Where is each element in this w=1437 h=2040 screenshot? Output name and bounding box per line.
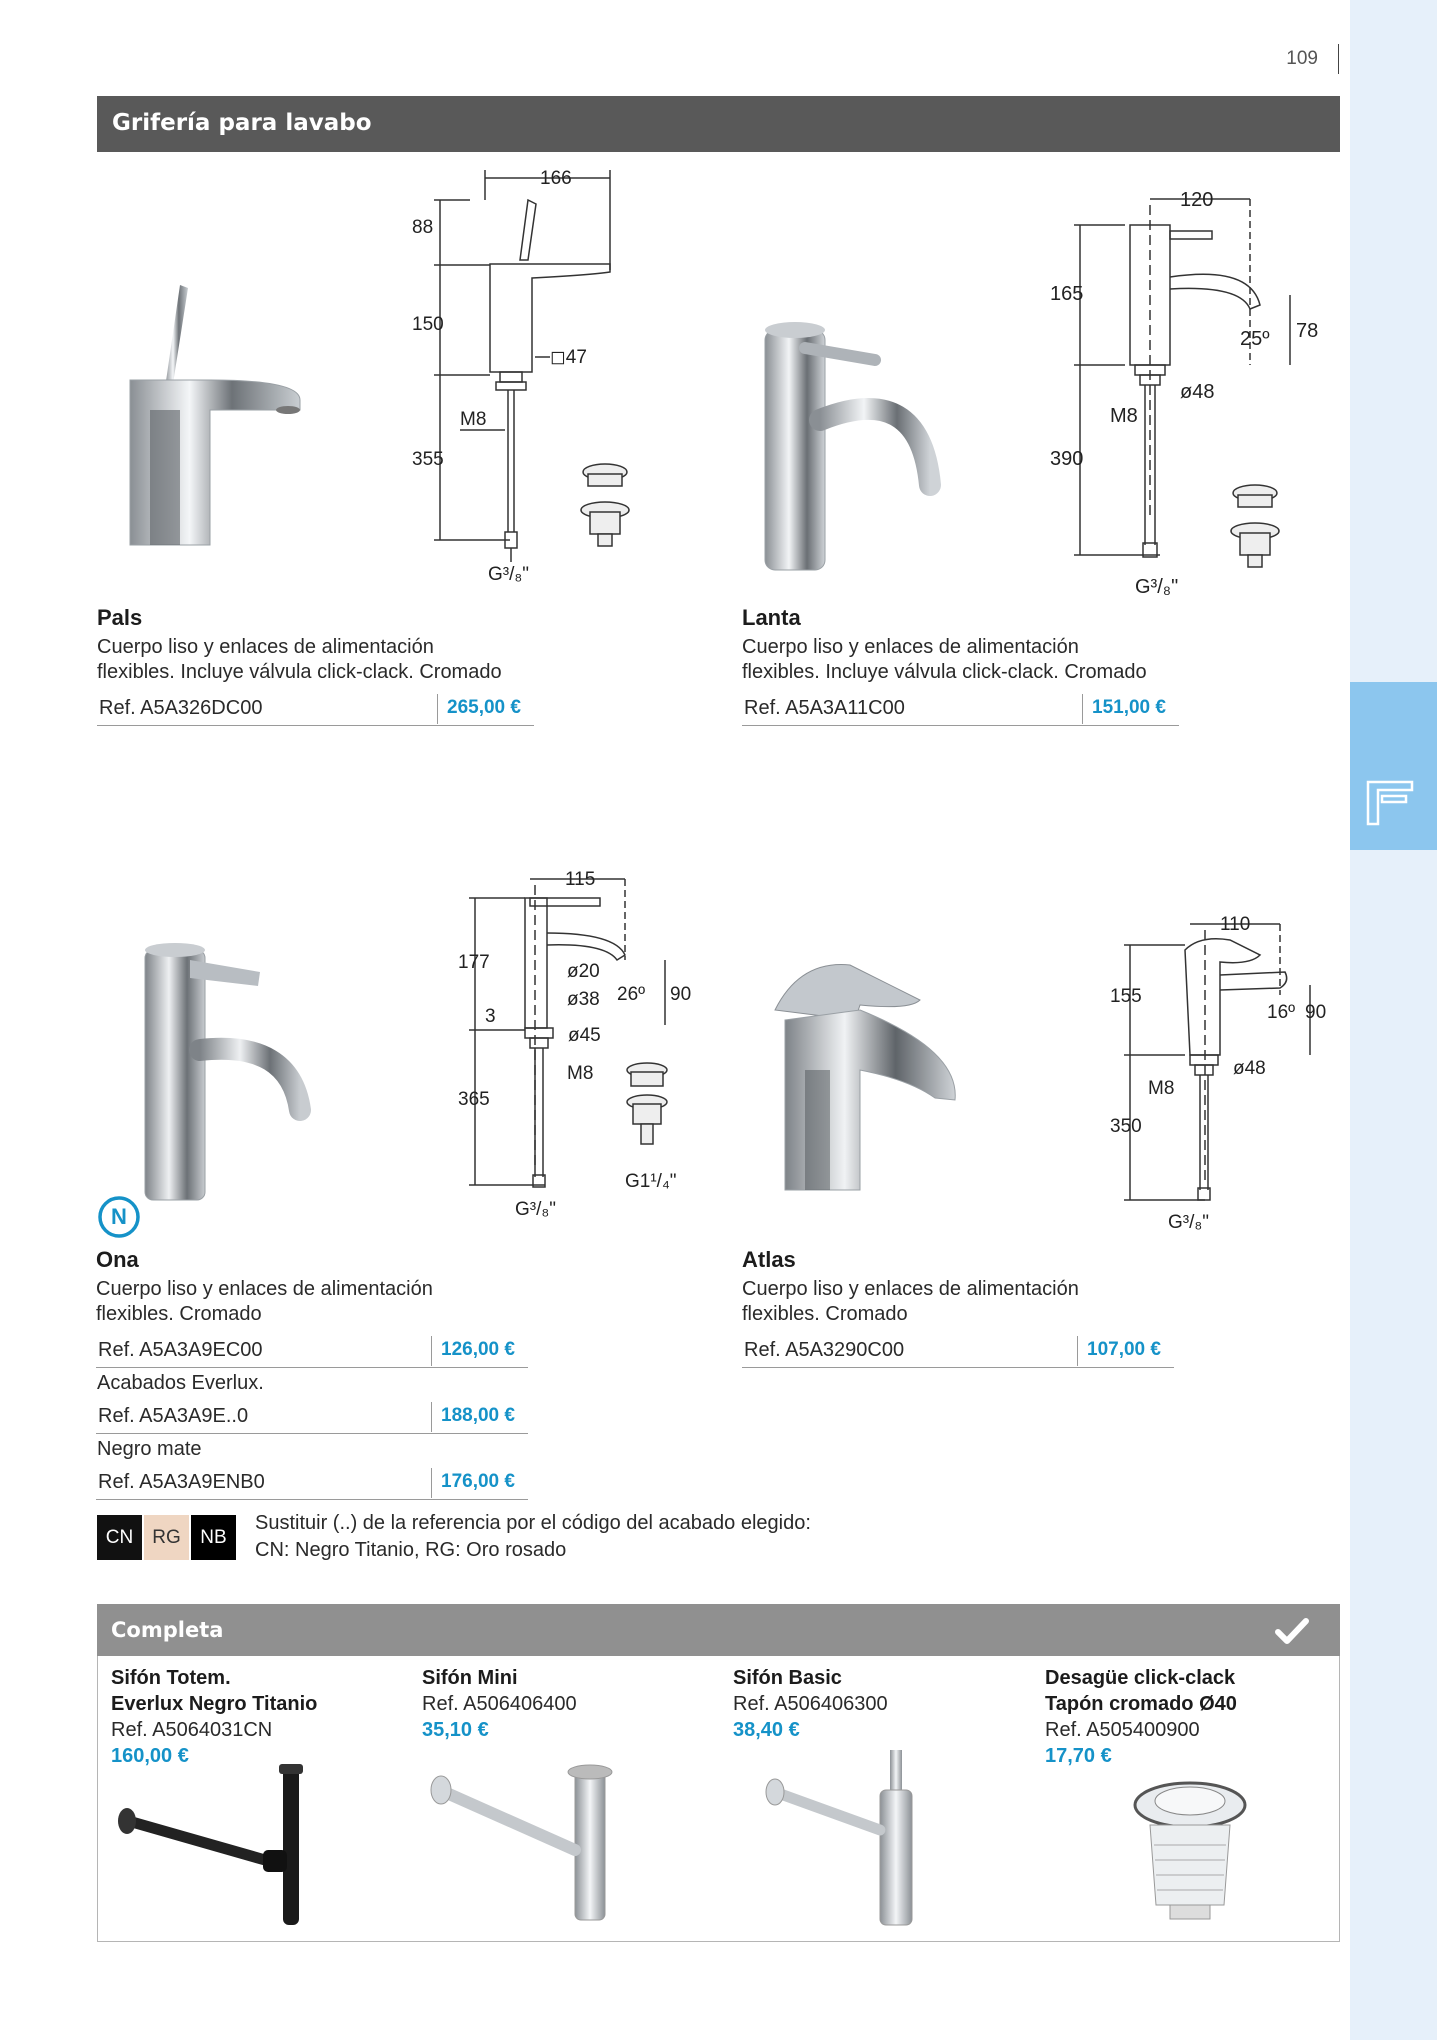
ref-code: Ref. A5A3A9EC00 bbox=[98, 1339, 263, 1361]
accessory-price-totem: 160,00 € bbox=[111, 1745, 189, 1767]
ref-price: 126,00 € bbox=[441, 1339, 515, 1360]
accessory-name-drain-2: Tapón cromado Ø40 bbox=[1045, 1693, 1237, 1715]
checkmark-icon bbox=[1275, 1617, 1309, 1645]
lanta-dim-conn: G³/₈" bbox=[1135, 576, 1179, 598]
ona-dim-angle: 26º bbox=[617, 984, 646, 1005]
product-name-lanta: Lanta bbox=[742, 605, 801, 630]
lanta-diagram bbox=[1050, 185, 1330, 605]
product-name-pals: Pals bbox=[97, 605, 143, 630]
product-name-atlas: Atlas bbox=[742, 1247, 796, 1272]
atlas-photo bbox=[760, 950, 990, 1200]
accessory-price-basic: 38,40 € bbox=[733, 1719, 800, 1741]
chapter-tab[interactable] bbox=[1350, 682, 1437, 850]
accessory-name-drain-1: Desagüe click-clack bbox=[1045, 1667, 1236, 1689]
ref-price: 107,00 € bbox=[1087, 1339, 1161, 1360]
ona-dim-drain: G1¹/₄" bbox=[625, 1171, 677, 1192]
lanta-dim-spout: 78 bbox=[1296, 320, 1319, 342]
pals-dim-thread: M8 bbox=[460, 409, 487, 430]
ref-code: Ref. A5A3A9E..0 bbox=[98, 1405, 249, 1427]
ref-price: 265,00 € bbox=[447, 697, 521, 718]
ref-code: Ref. A5A3A11C00 bbox=[744, 697, 905, 719]
accessory-ref-mini: Ref. A506406400 bbox=[422, 1693, 577, 1715]
finish-note-2: CN: Negro Titanio, RG: Oro rosado bbox=[255, 1539, 567, 1561]
ona-diagram bbox=[455, 865, 705, 1225]
pals-dim-body: 150 bbox=[412, 314, 444, 335]
ona-dim-hose: 365 bbox=[458, 1089, 490, 1110]
accessory-price-mini: 35,10 € bbox=[422, 1719, 489, 1741]
accessory-name-totem-1: Sifón Totem. bbox=[111, 1667, 231, 1689]
faucet-icon bbox=[1350, 682, 1437, 850]
ref-code: Ref. A5A3A9ENB0 bbox=[98, 1471, 265, 1493]
ref-row-ona-1 bbox=[96, 1334, 528, 1368]
ref-row-ona-3 bbox=[96, 1466, 528, 1500]
lanta-photo bbox=[750, 300, 950, 580]
ref-code: Ref. A5A3290C00 bbox=[744, 1339, 905, 1361]
ona-dim-base: ø45 bbox=[568, 1025, 601, 1046]
lanta-dim-angle: 25º bbox=[1240, 328, 1270, 350]
ref-code: Ref. A5A326DC00 bbox=[99, 697, 263, 719]
product-desc-ona-2: flexibles. Cromado bbox=[96, 1303, 262, 1325]
pals-dim-hose: 355 bbox=[412, 449, 444, 470]
lanta-dim-height: 165 bbox=[1050, 283, 1084, 305]
drain-valve-icon bbox=[627, 1063, 667, 1144]
product-desc-lanta-1: Cuerpo liso y enlaces de alimentación bbox=[742, 636, 1079, 658]
ona-dim-thread: M8 bbox=[567, 1063, 594, 1084]
ref-row-atlas bbox=[742, 1334, 1174, 1368]
ona-dim-width: 115 bbox=[565, 869, 596, 890]
new-badge-label: N bbox=[111, 1204, 127, 1229]
product-desc-ona-1: Cuerpo liso y enlaces de alimentación bbox=[96, 1278, 433, 1300]
atlas-dim-thread: M8 bbox=[1148, 1078, 1175, 1099]
ref-row-pals bbox=[97, 692, 534, 726]
section-title: Grifería para lavabo bbox=[112, 110, 372, 136]
finish-label-everlux: Acabados Everlux. bbox=[97, 1372, 264, 1394]
pals-dim-base: ◻47 bbox=[550, 347, 587, 368]
ref-price: 188,00 € bbox=[441, 1405, 515, 1426]
page-number-divider bbox=[1338, 44, 1339, 74]
pals-dim-conn: G³/₈" bbox=[488, 564, 530, 585]
atlas-dim-width: 110 bbox=[1220, 914, 1251, 935]
atlas-dim-height: 155 bbox=[1110, 986, 1142, 1007]
atlas-dim-spout: 90 bbox=[1305, 1002, 1327, 1023]
ona-dim-gap: 3 bbox=[485, 1006, 496, 1027]
siphon-mini-image bbox=[425, 1750, 635, 1930]
lanta-dim-base: ø48 bbox=[1180, 381, 1215, 403]
pals-photo bbox=[110, 280, 310, 560]
accessory-ref-drain: Ref. A505400900 bbox=[1045, 1719, 1200, 1741]
ref-row-ona-2 bbox=[96, 1400, 528, 1434]
product-desc-pals-2: flexibles. Incluye válvula click-clack. Cromado bbox=[97, 661, 502, 683]
product-desc-atlas-1: Cuerpo liso y enlaces de alimentación bbox=[742, 1278, 1079, 1300]
siphon-basic-image bbox=[760, 1750, 970, 1930]
pals-diagram bbox=[410, 160, 640, 600]
finish-note-1: Sustituir (..) de la referencia por el código del acabado elegido: bbox=[255, 1512, 811, 1534]
ona-dim-d1: ø20 bbox=[567, 961, 600, 982]
accessory-name-totem-2: Everlux Negro Titanio bbox=[111, 1693, 318, 1715]
drain-click-clack-image bbox=[1120, 1765, 1260, 1935]
atlas-dim-hose: 350 bbox=[1110, 1116, 1142, 1137]
complete-title: Completa bbox=[111, 1618, 224, 1642]
atlas-diagram bbox=[1110, 910, 1340, 1240]
click-clack-valve-icon bbox=[581, 464, 629, 546]
atlas-dim-base: ø48 bbox=[1233, 1058, 1266, 1079]
atlas-dim-angle: 16º bbox=[1267, 1002, 1296, 1023]
pals-dim-top: 88 bbox=[412, 217, 434, 238]
ref-row-lanta bbox=[742, 692, 1179, 726]
ref-price: 151,00 € bbox=[1092, 697, 1166, 718]
lanta-dim-width: 120 bbox=[1180, 189, 1214, 211]
finish-label-negro-mate: Negro mate bbox=[97, 1438, 202, 1460]
pals-dim-width: 166 bbox=[540, 168, 572, 189]
atlas-dim-conn: G³/₈" bbox=[1168, 1212, 1210, 1233]
ona-photo bbox=[130, 930, 330, 1210]
click-clack-valve-icon bbox=[1231, 485, 1279, 567]
ona-dim-height: 177 bbox=[458, 952, 490, 973]
finish-badge-rg: RG bbox=[144, 1515, 189, 1560]
ref-price: 176,00 € bbox=[441, 1471, 515, 1492]
product-name-ona: Ona bbox=[96, 1247, 139, 1272]
siphon-totem-image bbox=[115, 1760, 325, 1930]
complete-header-bar bbox=[97, 1604, 1340, 1656]
ona-dim-spout: 90 bbox=[670, 984, 692, 1005]
lanta-dim-thread: M8 bbox=[1110, 405, 1138, 427]
accessory-name-mini: Sifón Mini bbox=[422, 1667, 518, 1689]
finish-badge-nb: NB bbox=[191, 1515, 236, 1560]
product-desc-lanta-2: flexibles. Incluye válvula click-clack. Cromado bbox=[742, 661, 1147, 683]
accessory-ref-basic: Ref. A506406300 bbox=[733, 1693, 888, 1715]
lanta-dim-hose: 390 bbox=[1050, 448, 1084, 470]
page-number: 109 bbox=[1286, 48, 1318, 69]
accessory-name-basic: Sifón Basic bbox=[733, 1667, 842, 1689]
ona-dim-d2: ø38 bbox=[567, 989, 600, 1010]
finish-badge-cn: CN bbox=[97, 1515, 142, 1560]
accessory-ref-totem: Ref. A5064031CN bbox=[111, 1719, 273, 1741]
ona-dim-conn: G³/₈" bbox=[515, 1199, 557, 1220]
product-desc-atlas-2: flexibles. Cromado bbox=[742, 1303, 908, 1325]
side-strip bbox=[1350, 0, 1437, 2040]
accessory-price-drain: 17,70 € bbox=[1045, 1745, 1112, 1767]
product-desc-pals-1: Cuerpo liso y enlaces de alimentación bbox=[97, 636, 434, 658]
